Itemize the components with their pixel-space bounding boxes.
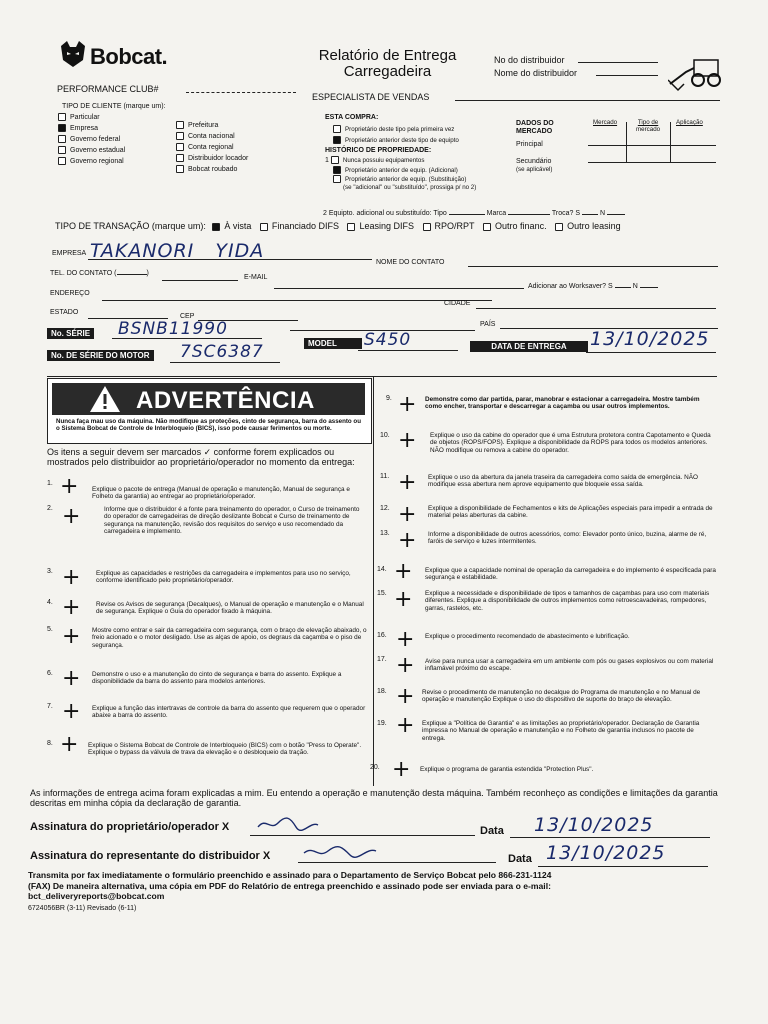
checklist-item-3: Explique as capacidades e restrições da carregadeira e implementos para uso no serviço, conforme identificado pelo proprietário/operador.: [96, 570, 351, 585]
sales-specialist-field[interactable]: [455, 100, 720, 101]
bobcat-head-icon: [58, 40, 88, 68]
distributor-name-field[interactable]: [596, 75, 658, 76]
history-heading: HISTÓRICO DE PROPRIEDADE:: [325, 146, 432, 154]
option-conta-nacional[interactable]: Conta nacional: [176, 132, 248, 141]
performance-club-label: PERFORMANCE CLUB#: [57, 84, 159, 94]
title-line-2: Carregadeira: [343, 63, 432, 80]
checkbox[interactable]: [176, 143, 184, 151]
item-number: 11.: [380, 473, 390, 480]
transaction-difs[interactable]: Financiado DIFS: [260, 221, 339, 231]
check-mark[interactable]: +: [398, 528, 417, 553]
check-mark[interactable]: +: [62, 624, 81, 649]
check-mark[interactable]: +: [62, 699, 81, 724]
model-label: MODEL: [304, 338, 362, 349]
transaction-rpo[interactable]: RPO/RPT: [423, 221, 475, 231]
additional-type-label: 2 Equipto. adicional ou substituído: Tipo: [323, 210, 447, 217]
market-principal-label: Principal: [516, 141, 543, 148]
troca-s-field[interactable]: [582, 214, 598, 215]
check-mark[interactable]: +: [394, 559, 413, 584]
item-number: 19.: [377, 720, 387, 727]
bobcat-logo: [58, 40, 183, 74]
checkbox[interactable]: [176, 154, 184, 162]
checklist-item-17: Avise para nunca usar a carregadeira em um ambiente com pós ou gases explosivos ou com material inflamável próximo do escape.: [425, 658, 714, 673]
purchase-previous-owner[interactable]: Proprietário anterior deste tipo de equipto: [333, 136, 515, 145]
item-number: 8.: [47, 740, 53, 747]
city-field[interactable]: [476, 308, 716, 309]
checkbox-checked[interactable]: [58, 124, 66, 132]
checkbox[interactable]: [423, 223, 431, 231]
option-governo-federal[interactable]: Governo federal: [58, 135, 125, 144]
checklist-item-12: Explique a disponibilidade de Fechamentos e kits de Aplicações especiais para impedir a entrada de material pelas aberturas da cabine.: [428, 505, 713, 520]
item-number: 7.: [47, 703, 53, 710]
footer-email[interactable]: bct_deliveryreports@bobcat.com: [28, 891, 165, 901]
market-col-application: Aplicação: [676, 119, 703, 126]
option-prefeitura[interactable]: Prefeitura: [176, 121, 248, 130]
item-number: 17.: [377, 656, 387, 663]
checkbox[interactable]: [331, 156, 339, 164]
footer-instructions: [28, 870, 728, 902]
checkbox-checked[interactable]: [212, 223, 220, 231]
customer-type-heading: TIPO DE CLIENTE (marque um):: [62, 103, 166, 110]
history-never[interactable]: 1 Nunca possuiu equipamentos: [325, 156, 425, 164]
option-governo-regional[interactable]: Governo regional: [58, 157, 125, 166]
troca-label: Troca? S: [551, 210, 581, 217]
empresa-label: EMPRESA: [52, 250, 87, 257]
owner-signature-field[interactable]: [250, 835, 475, 836]
check-mark[interactable]: +: [398, 470, 417, 495]
serial-value[interactable]: BSNB11990: [118, 319, 228, 339]
checkbox[interactable]: [176, 121, 184, 129]
footer-line-2: (FAX) De maneira alternativa, uma cópia em PDF do Relatório de entrega preenchido e assinado pode ser enviada para o e-mail:: [28, 880, 551, 891]
address-label: ENDEREÇO: [50, 290, 90, 297]
market-divider: [626, 122, 627, 162]
panel-top-border: [47, 376, 717, 377]
troca-n-label: N: [599, 210, 606, 217]
check-mark[interactable]: +: [60, 732, 79, 757]
market-heading: DADOS DO MERCADO: [516, 120, 554, 135]
checkbox-checked[interactable]: [333, 166, 341, 174]
serial-label: No. SÉRIE: [47, 328, 94, 339]
delivery-date-field[interactable]: [586, 352, 716, 353]
item-number: 5.: [47, 626, 53, 633]
distributor-name-label: Nome do distribuidor: [494, 68, 578, 78]
sales-specialist-label: ESPECIALISTA DE VENDAS: [312, 92, 430, 102]
item-number: 15.: [377, 590, 387, 597]
purchase-heading: ESTA COMPRA:: [325, 114, 379, 121]
item-number: 18.: [377, 688, 387, 695]
checklist-item-4: Revise os Avisos de segurança (Decalques), o Manual de operação e manutenção e o Manual de segurança. Explique o Guia do operador fixado à máquina.: [96, 601, 364, 616]
email-label: E-MAIL: [244, 274, 268, 281]
item-number: 1.: [47, 480, 53, 487]
check-mark[interactable]: +: [398, 392, 417, 417]
warning-header: [52, 383, 365, 415]
checklist-item-16: Explique o procedimento recomendado de abastecimento e lubrificação.: [425, 633, 630, 640]
item-number: 4.: [47, 599, 53, 606]
owner-date-field[interactable]: [510, 837, 710, 838]
distributor-no-field[interactable]: [578, 62, 658, 63]
item-number: 3.: [47, 568, 53, 575]
checklist-item-14: Explique que a capacidade nominal de operação da carregadeira e do implemento é especificada para segurança e estabilidade.: [425, 567, 716, 582]
customer-type-col2: [176, 121, 248, 174]
form-title: [300, 48, 475, 80]
history-note: (se "adicional" ou "substituído", prossiga p/ no 2): [343, 184, 477, 192]
option-distribuidor-locador[interactable]: Distribuidor locador: [176, 154, 248, 163]
checklist-item-11: Explique o uso da abertura da janela traseira da carregadeira como saída de emergência. NÃO modifique essa abertura nem aprove equipamento que bloqueie essa saída.: [428, 474, 698, 489]
market-secondary-label: Secundário (se aplicável): [516, 158, 553, 173]
contact-name-label: NOME DO CONTATO: [376, 259, 445, 266]
checklist-item-9: Demonstre como dar partida, parar, manobrar e estacionar a carregadeira. Mostre também como encher, transportar e descarregar a caçamba ou usar outros implementos.: [425, 396, 700, 411]
check-mark[interactable]: +: [396, 684, 415, 709]
model-field[interactable]: [358, 350, 458, 351]
engine-serial-field[interactable]: [170, 362, 280, 363]
dealer-date-value[interactable]: 13/10/2025: [546, 842, 666, 864]
checkbox[interactable]: [333, 175, 341, 183]
footer-line-1: Transmita por fax imediatamente o formulário preenchido e assinado para o Departamento de Serviço Bobcat pelo 866-231-1124: [28, 870, 552, 880]
checkbox[interactable]: [58, 135, 66, 143]
warning-text: Nunca faça mau uso da máquina. Não modifique as proteções, cinto de segurança, barra do assento ou o Sistema Bobcat de Controle de Interbloqueio (BICS), isso pode causar ferimentos ou morte.: [56, 418, 361, 432]
dealer-date-field[interactable]: [538, 866, 708, 867]
item-number: 9.: [386, 395, 392, 402]
option-empresa[interactable]: Empresa: [58, 124, 125, 133]
checklist-item-7: Explique a função das intertravas de controle da barra do assento que requerem que o operador abaixe a barra do assento.: [92, 705, 366, 720]
dealer-signature-label: Assinatura do representante do distribuidor X: [30, 850, 271, 862]
item-number: 6.: [47, 670, 53, 677]
purchase-block: [325, 114, 515, 191]
performance-club-field[interactable]: [186, 92, 296, 93]
checklist-intro: Os itens a seguir devem ser marcados ✓ conforme forem explicados ou mostrados pelo distribuidor ao proprietário/operador no momento da entrega:: [47, 447, 355, 467]
market-divider: [670, 122, 671, 162]
check-mark[interactable]: +: [396, 713, 415, 738]
market-col-market: Mercado: [593, 119, 618, 126]
empresa-field[interactable]: [88, 259, 372, 260]
purchase-first-time[interactable]: Proprietário deste tipo pela primeira vez: [333, 125, 515, 134]
check-mark[interactable]: +: [62, 595, 81, 620]
additional-type-field[interactable]: [449, 214, 485, 215]
check-mark[interactable]: +: [392, 757, 411, 782]
troca-n-field[interactable]: [607, 214, 625, 215]
market-principal-field[interactable]: [588, 145, 716, 146]
center-divider: [373, 376, 374, 786]
history-substitution[interactable]: Proprietário anterior de equip. (Substituição): [333, 175, 515, 184]
checkbox[interactable]: [58, 146, 66, 154]
check-mark[interactable]: +: [398, 428, 417, 453]
checkbox-checked[interactable]: [333, 136, 341, 144]
item-number: 16.: [377, 632, 387, 639]
delivery-date-value[interactable]: 13/10/2025: [590, 328, 710, 350]
zip-label: CEP: [180, 313, 195, 320]
check-mark[interactable]: +: [62, 504, 81, 529]
model-value[interactable]: S450: [364, 330, 412, 350]
title-line-1: Relatório de Entrega: [318, 47, 457, 64]
address-field[interactable]: [102, 300, 492, 301]
loader-illustration: [668, 50, 728, 92]
market-col-type: Tipo de mercado: [636, 119, 661, 133]
item-number: 12.: [380, 505, 390, 512]
option-particular[interactable]: Particular: [58, 113, 125, 122]
warning-triangle-icon: [88, 384, 122, 414]
form-code: 6724056BR (3-11) Revisado (6-11): [28, 905, 137, 912]
owner-date-label: Data: [480, 825, 504, 837]
check-mark[interactable]: +: [60, 474, 79, 499]
checklist-item-6: Demonstre o uso e a manutenção do cinto de segurança e barra do assento. Explique a disponibilidade da barra do assento para modelos anteriores.: [92, 671, 342, 686]
contact-name-field[interactable]: [468, 266, 718, 267]
checkbox[interactable]: [333, 125, 341, 133]
transaction-cash[interactable]: À vista: [212, 221, 251, 231]
checkbox[interactable]: [555, 223, 563, 231]
checkbox[interactable]: [260, 223, 268, 231]
item-number: 20.: [370, 764, 380, 771]
owner-date-value[interactable]: 13/10/2025: [534, 814, 654, 836]
history-additional[interactable]: Proprietário anterior de equip. (Adicional): [333, 166, 515, 175]
city-label: CIDADE: [444, 300, 471, 307]
transaction-leasing[interactable]: Leasing DIFS: [347, 221, 414, 231]
item-number: 2.: [47, 505, 53, 512]
checklist-item-10: Explique o uso da cabine do operador que é uma Estrutura protetora contra Capotamento e Queda de objetos (ROPS/FOPS). Explique a disponibilidade da ROPS para todos os modelos anteriores. NÃO modifique ou remova a cabine do operador.: [430, 432, 711, 454]
acknowledgement-text: As informações de entrega acima foram explicadas a mim. Eu entendo a operação e manutenção desta máquina. Também reconheço as condições e limitações da garantia descritas em minha cópia da declaração de garantia.: [30, 788, 718, 808]
option-governo-estadual[interactable]: Governo estadual: [58, 146, 125, 155]
check-mark[interactable]: +: [396, 627, 415, 652]
engine-serial-label: No. DE SÉRIE DO MOTOR: [47, 350, 154, 361]
check-mark[interactable]: +: [62, 565, 81, 590]
item-number: 13.: [380, 530, 390, 537]
item-number: 10.: [380, 432, 390, 439]
phone-label: TEL. DO CONTATO ( ): [50, 270, 149, 277]
checklist-item-18: Revise o procedimento de manutenção no decalque do Programa de manutenção e no Manual de operação e manutenção Explique o uso do dispositivo de suporte do braço de elevação.: [422, 689, 701, 704]
serial-field[interactable]: [112, 338, 262, 339]
check-mark[interactable]: +: [394, 587, 413, 612]
checklist-item-13: Informe a disponibilidade de outros acessórios, como: Elevador ponto único, buzina, alarme de ré, faróis de serviço e luzes intermitentes.: [428, 531, 707, 546]
checklist-item-2: Informe que o distribuidor é a fonte para treinamento do operador, o Curso de treinamento do operador de carregadeiras de direção deslizante Bobcat e Curso de treinamento de segurança na manutenção, revisão dos requisitos do serviço e uso recomendado da carregadeira e implemento.: [104, 506, 360, 536]
country-label: PAÍS: [480, 321, 496, 328]
customer-type-col1: [58, 113, 125, 166]
transaction-row: [55, 221, 621, 231]
marca-label: Marca: [486, 210, 507, 217]
dealer-date-label: Data: [508, 853, 532, 865]
distributor-no-label: No do distribuidor: [494, 55, 565, 65]
empresa-value[interactable]: TAKANORI YIDA: [90, 240, 265, 262]
market-secondary-field[interactable]: [588, 162, 716, 163]
warning-title: ADVERTÊNCIA: [136, 387, 315, 414]
checkbox[interactable]: [176, 132, 184, 140]
checklist-item-20: Explique o programa de garantia estendida "Protection Plus".: [420, 766, 594, 773]
engine-serial-value[interactable]: 7SC6387: [180, 342, 264, 362]
transaction-label: TIPO DE TRANSAÇÃO (marque um):: [55, 221, 206, 231]
checkbox[interactable]: [58, 157, 66, 165]
transaction-other-fin[interactable]: Outro financ.: [483, 221, 547, 231]
owner-signature-label: Assinatura do proprietário/operador X: [30, 821, 230, 833]
checklist-item-19: Explique a "Política de Garantia" e as limitações ao proprietário/operador. Declaração de Garantia impressa no Manual de operação e manutenção e no Folheto de garantia inclusos no pacote de entrega.: [422, 720, 700, 742]
phone-field[interactable]: [162, 280, 238, 281]
delivery-date-label: DATA DE ENTREGA: [470, 341, 588, 352]
option-bobcat-roubado[interactable]: Bobcat roubado: [176, 165, 248, 174]
check-mark[interactable]: +: [396, 653, 415, 678]
checkbox[interactable]: [176, 165, 184, 173]
dealer-signature-field[interactable]: [298, 862, 496, 863]
item-number: 14.: [377, 566, 387, 573]
worksaver-label: Adicionar ao Worksaver? S N: [528, 283, 658, 291]
transaction-other-lease[interactable]: Outro leasing: [555, 221, 621, 231]
logo-text: Bobcat.: [90, 44, 168, 69]
option-conta-regional[interactable]: Conta regional: [176, 143, 248, 152]
email-field[interactable]: [274, 288, 524, 289]
checklist-item-15: Explique a necessidade e disponibilidade de tipos e tamanhos de caçambas para uso com materiais diferentes. Explique a disponibilidade de outros implementos como retroescavadeiras, rompedores, garras, rastelos, etc.: [425, 590, 710, 612]
check-mark[interactable]: +: [398, 502, 417, 527]
checkbox[interactable]: [483, 223, 491, 231]
additional-equipment-line: [323, 210, 625, 218]
check-mark[interactable]: +: [62, 666, 81, 691]
checkbox[interactable]: [58, 113, 66, 121]
checklist-item-1: Explique o pacote de entrega (Manual de operação e manutenção, Manual de segurança e Folheto da garantia) ao entregar ao proprietário/operador.: [92, 486, 350, 501]
state-label: ESTADO: [50, 309, 79, 316]
checklist-item-5: Mostre como entrar e sair da carregadeira com segurança, com o braço de elevação abaixado, o freio acionado e o motor desligado. Use as alças de apoio, os degraus da caçamba e o piso de segurança.: [92, 627, 367, 649]
marca-field[interactable]: [508, 214, 550, 215]
checklist-item-8: Explique o Sistema Bobcat de Controle de Interbloqueio (BICS) com o botão "Press to Operate". Explique o bypass da válvula de trava da elevação e o desbloqueio da tração.: [88, 742, 362, 757]
checkbox[interactable]: [347, 223, 355, 231]
